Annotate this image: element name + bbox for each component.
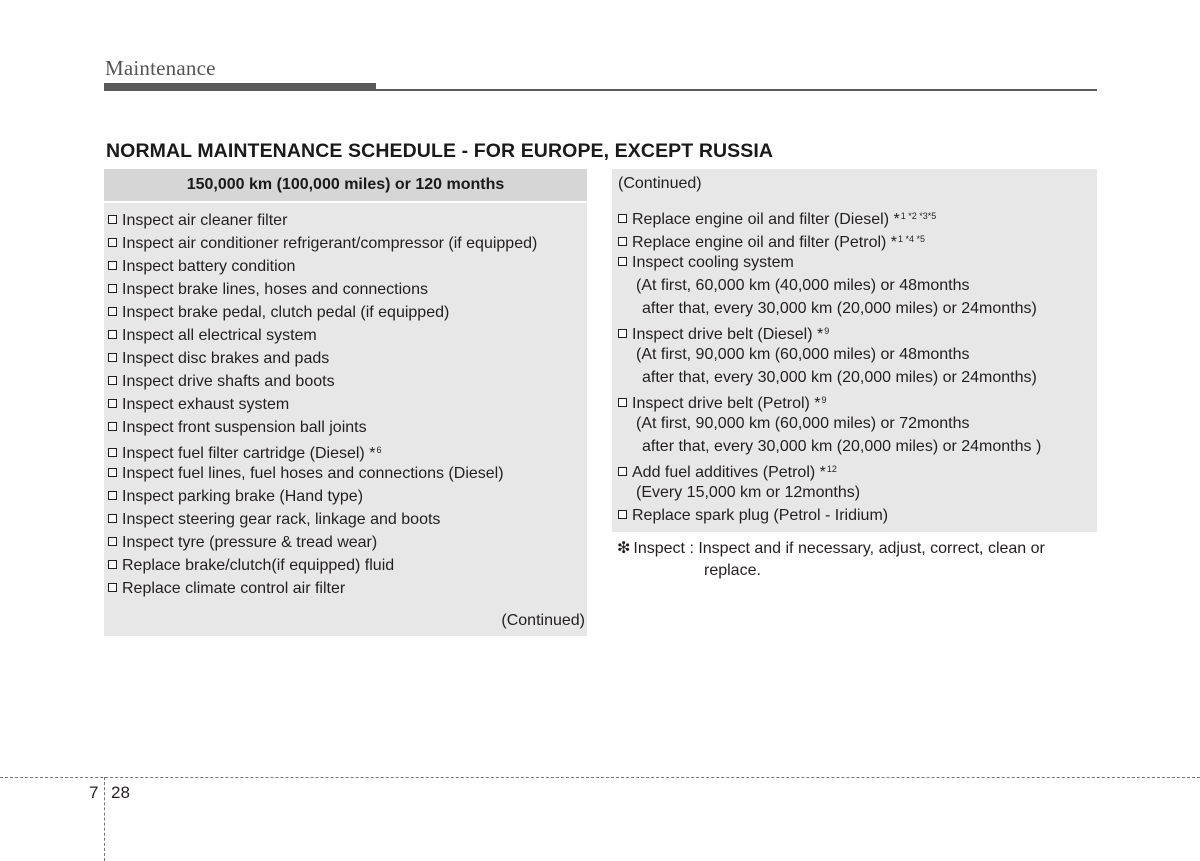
inspect-note-line1: ❇ Inspect : Inspect and if necessary, adjust, correct, clean or bbox=[617, 540, 1045, 557]
checklist-item bbox=[108, 462, 537, 485]
continued-label: (Continued) bbox=[501, 612, 585, 629]
checkbox-icon bbox=[618, 467, 627, 476]
inspect-note-line2: replace. bbox=[704, 562, 761, 579]
item-text: Inspect battery condition bbox=[122, 258, 296, 275]
interval-detail bbox=[618, 343, 1041, 366]
checklist-item bbox=[618, 389, 1041, 412]
item-text: Inspect disc brakes and pads bbox=[122, 350, 330, 367]
item-text: Replace brake/clutch(if equipped) fluid bbox=[122, 557, 395, 574]
checklist-item bbox=[108, 370, 537, 393]
left-checklist bbox=[108, 209, 537, 600]
item-text: Inspect fuel lines, fuel hoses and connections (Diesel) bbox=[122, 465, 504, 482]
checkbox-icon bbox=[108, 583, 117, 592]
item-text: Inspect air conditioner refrigerant/compressor (if equipped) bbox=[122, 235, 538, 252]
checkbox-icon bbox=[618, 398, 627, 407]
checklist-item bbox=[618, 320, 1041, 343]
checkbox-icon bbox=[618, 257, 627, 266]
checklist-item bbox=[108, 577, 537, 600]
interval-detail bbox=[618, 297, 1041, 320]
checklist-item bbox=[618, 205, 1041, 228]
checklist-item bbox=[108, 324, 537, 347]
checkbox-icon bbox=[108, 422, 117, 431]
page-heading: NORMAL MAINTENANCE SCHEDULE - FOR EUROPE, EXCEPT RUSSIA bbox=[106, 140, 774, 162]
item-text: Inspect drive belt (Petrol) * bbox=[632, 395, 821, 412]
footnote-ref: 9 bbox=[821, 395, 827, 405]
checklist-item bbox=[108, 416, 537, 439]
item-text: Inspect front suspension ball joints bbox=[122, 419, 367, 436]
item-text: after that, every 30,000 km (20,000 miles) or 24months) bbox=[642, 369, 1037, 386]
checklist-item bbox=[108, 255, 537, 278]
item-text: (At first, 60,000 km (40,000 miles) or 48months bbox=[636, 277, 970, 294]
footnote-ref: 12 bbox=[826, 464, 837, 474]
item-text: (At first, 90,000 km (60,000 miles) or 72months bbox=[636, 415, 970, 432]
checklist-item bbox=[108, 531, 537, 554]
left-schedule-panel bbox=[104, 169, 587, 636]
footnote-ref: 1 *4 *5 bbox=[898, 234, 926, 244]
checklist-item bbox=[108, 439, 537, 462]
item-text: after that, every 30,000 km (20,000 miles) or 24months) bbox=[642, 300, 1037, 317]
item-text: Inspect exhaust system bbox=[122, 396, 290, 413]
checkbox-icon bbox=[108, 353, 117, 362]
asterism-icon: ❇ bbox=[617, 540, 631, 557]
item-text: Inspect brake lines, hoses and connections bbox=[122, 281, 428, 298]
item-text: Inspect air cleaner filter bbox=[122, 212, 288, 229]
item-text: Inspect drive shafts and boots bbox=[122, 373, 335, 390]
interval-detail bbox=[618, 412, 1041, 435]
checklist-item bbox=[108, 554, 537, 577]
item-text: Inspect drive belt (Diesel) * bbox=[632, 326, 824, 343]
right-checklist bbox=[618, 205, 1041, 527]
checklist-item bbox=[108, 278, 537, 301]
header-rule-thin bbox=[104, 89, 1097, 91]
footer-divider bbox=[0, 777, 1200, 778]
checkbox-icon bbox=[618, 237, 627, 246]
checkbox-icon bbox=[108, 261, 117, 270]
item-text: after that, every 30,000 km (20,000 miles) or 24months ) bbox=[642, 438, 1042, 455]
checkbox-icon bbox=[108, 514, 117, 523]
item-text: Replace spark plug (Petrol - Iridium) bbox=[632, 507, 889, 524]
interval-detail bbox=[618, 366, 1041, 389]
item-text: Inspect steering gear rack, linkage and boots bbox=[122, 511, 441, 528]
checklist-item bbox=[108, 393, 537, 416]
interval-header: 150,000 km (100,000 miles) or 120 months bbox=[104, 169, 587, 203]
right-schedule-panel bbox=[612, 169, 1097, 532]
checkbox-icon bbox=[108, 560, 117, 569]
checkbox-icon bbox=[108, 491, 117, 500]
checklist-item bbox=[108, 301, 537, 324]
checkbox-icon bbox=[108, 468, 117, 477]
section-title: Maintenance bbox=[105, 56, 216, 80]
item-text: Inspect cooling system bbox=[632, 254, 794, 271]
item-text: (At first, 90,000 km (60,000 miles) or 48months bbox=[636, 346, 970, 363]
item-text: Replace climate control air filter bbox=[122, 580, 346, 597]
footnote-ref: 9 bbox=[824, 326, 830, 336]
checkbox-icon bbox=[618, 510, 627, 519]
item-text: Inspect all electrical system bbox=[122, 327, 317, 344]
checklist-item bbox=[108, 347, 537, 370]
item-text: Add fuel additives (Petrol) * bbox=[632, 464, 826, 481]
checkbox-icon bbox=[618, 329, 627, 338]
checklist-item bbox=[618, 228, 1041, 251]
item-text: Inspect parking brake (Hand type) bbox=[122, 488, 364, 505]
checkbox-icon bbox=[108, 238, 117, 247]
item-text: (Every 15,000 km or 12months) bbox=[636, 484, 861, 501]
item-text: Inspect fuel filter cartridge (Diesel) * bbox=[122, 445, 376, 462]
footer-vertical-divider bbox=[104, 777, 105, 861]
checkbox-icon bbox=[108, 284, 117, 293]
checklist-item bbox=[108, 232, 537, 255]
checkbox-icon bbox=[108, 537, 117, 546]
item-text: Inspect brake pedal, clutch pedal (if equipped) bbox=[122, 304, 450, 321]
continued-label: (Continued) bbox=[618, 175, 702, 192]
interval-detail bbox=[618, 481, 1041, 504]
checklist-item bbox=[618, 458, 1041, 481]
checkbox-icon bbox=[108, 376, 117, 385]
item-text: Inspect tyre (pressure & tread wear) bbox=[122, 534, 378, 551]
inspect-note bbox=[617, 538, 1095, 582]
item-text: Replace engine oil and filter (Petrol) * bbox=[632, 234, 898, 251]
footnote-ref: 1 *2 *3*5 bbox=[900, 211, 937, 221]
checklist-item bbox=[108, 209, 537, 232]
checkbox-icon bbox=[108, 307, 117, 316]
checklist-item bbox=[618, 251, 1041, 274]
checklist-item bbox=[618, 504, 1041, 527]
checkbox-icon bbox=[108, 215, 117, 224]
checkbox-icon bbox=[618, 214, 627, 223]
checkbox-icon bbox=[108, 399, 117, 408]
footnote-ref: 6 bbox=[376, 445, 382, 455]
page-number: 28 bbox=[111, 783, 130, 802]
chapter-number: 7 bbox=[89, 783, 99, 802]
interval-detail bbox=[618, 435, 1041, 458]
item-text: Replace engine oil and filter (Diesel) * bbox=[632, 211, 900, 228]
interval-detail bbox=[618, 274, 1041, 297]
checkbox-icon bbox=[108, 330, 117, 339]
checklist-item bbox=[108, 485, 537, 508]
checkbox-icon bbox=[108, 448, 117, 457]
checklist-item bbox=[108, 508, 537, 531]
